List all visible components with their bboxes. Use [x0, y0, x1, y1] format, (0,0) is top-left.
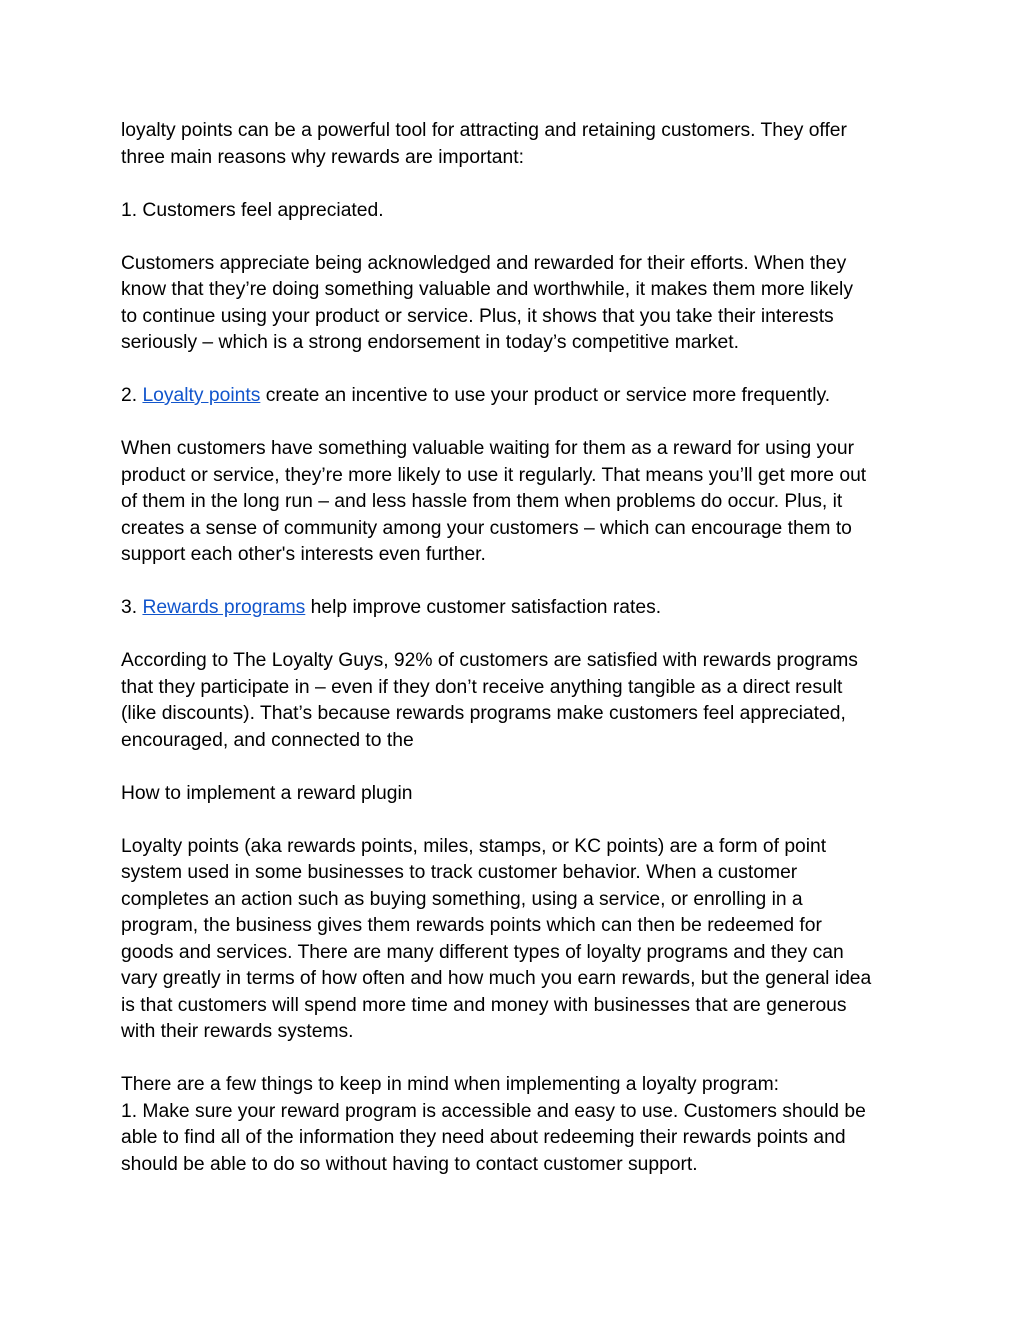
heading-text: How to implement a reward plugin	[121, 782, 413, 804]
text-line: should be able to do so without having to contact customer support.	[121, 1153, 698, 1175]
text-line: to continue using your product or service. Plus, it shows that you take their interests	[121, 305, 834, 327]
loyalty-points-link[interactable]: Loyalty points	[142, 385, 261, 406]
text-line: encouraged, and connected to the	[121, 729, 414, 751]
text-line: system used in some businesses to track customer behavior. When a customer	[121, 862, 798, 883]
reason-3-paragraph	[121, 648, 911, 754]
reason-1-paragraph	[121, 251, 911, 357]
text-line: Customers appreciate being acknowledged and rewarded for their efforts. When they	[121, 252, 847, 274]
tips-paragraph	[121, 1072, 911, 1178]
text-line: is that customers will spend more time and money with businesses that are generous	[121, 994, 847, 1016]
text-line: three main reasons why rewards are important:	[121, 146, 524, 168]
reason-2-heading	[121, 383, 911, 410]
reason-1-heading	[121, 198, 911, 225]
heading-suffix: create an incentive to use your product or service more frequently.	[260, 385, 831, 406]
text-line: loyalty points can be a powerful tool for attracting and retaining customers. They offer	[121, 120, 847, 141]
text-line: support each other's interests even further.	[121, 544, 486, 565]
intro-paragraph	[121, 118, 911, 171]
text-line: According to The Loyalty Guys, 92% of customers are satisfied with rewards programs	[121, 650, 858, 671]
text-line: completes an action such as buying something, using a service, or enrolling in a	[121, 888, 803, 910]
heading-line	[121, 383, 911, 410]
tips-intro: There are a few things to keep in mind when implementing a loyalty program:	[121, 1074, 780, 1095]
section-paragraph	[121, 834, 911, 1046]
text-line: Loyalty points (aka rewards points, miles, stamps, or KC points) are a form of point	[121, 835, 827, 857]
rewards-programs-link[interactable]: Rewards programs	[142, 597, 306, 618]
text-line: vary greatly in terms of how often and how much you earn rewards, but the general idea	[121, 968, 872, 989]
text-line: able to find all of the information they need about redeeming their rewards points and	[121, 1127, 846, 1148]
text-line: of them in the long run – and less hassle from them when problems do occur. Plus, it	[121, 491, 843, 512]
heading-prefix: 2.	[121, 385, 143, 406]
reason-2-paragraph	[121, 436, 911, 569]
text-line: (like discounts). That’s because rewards programs make customers feel appreciated,	[121, 703, 846, 724]
text-line: When customers have something valuable waiting for them as a reward for using your	[121, 438, 855, 459]
text-line: program, the business gives them rewards points which can then be redeemed for	[121, 915, 822, 936]
heading-line	[121, 595, 911, 622]
text-line: 1. Make sure your reward program is accessible and easy to use. Customers should be	[121, 1100, 866, 1122]
text-line: that they participate in – even if they don’t receive anything tangible as a direct result	[121, 676, 843, 698]
text-line: with their rewards systems.	[121, 1021, 354, 1042]
reason-3-heading	[121, 595, 911, 622]
text-line: seriously – which is a strong endorsement in today’s competitive market.	[121, 332, 739, 353]
text-line: goods and services. There are many different types of loyalty programs and they can	[121, 941, 844, 963]
section-heading	[121, 781, 911, 808]
heading-suffix: help improve customer satisfaction rates.	[305, 597, 662, 618]
heading-text: 1. Customers feel appreciated.	[121, 199, 384, 221]
text-line: know that they’re doing something valuable and worthwhile, it makes them more likely	[121, 279, 853, 300]
text-line: product or service, they’re more likely to use it regularly. That means you’ll get more out	[121, 464, 867, 486]
text-line: creates a sense of community among your customers – which can encourage them to	[121, 517, 852, 539]
document-body	[121, 118, 911, 1178]
heading-prefix: 3.	[121, 597, 143, 618]
